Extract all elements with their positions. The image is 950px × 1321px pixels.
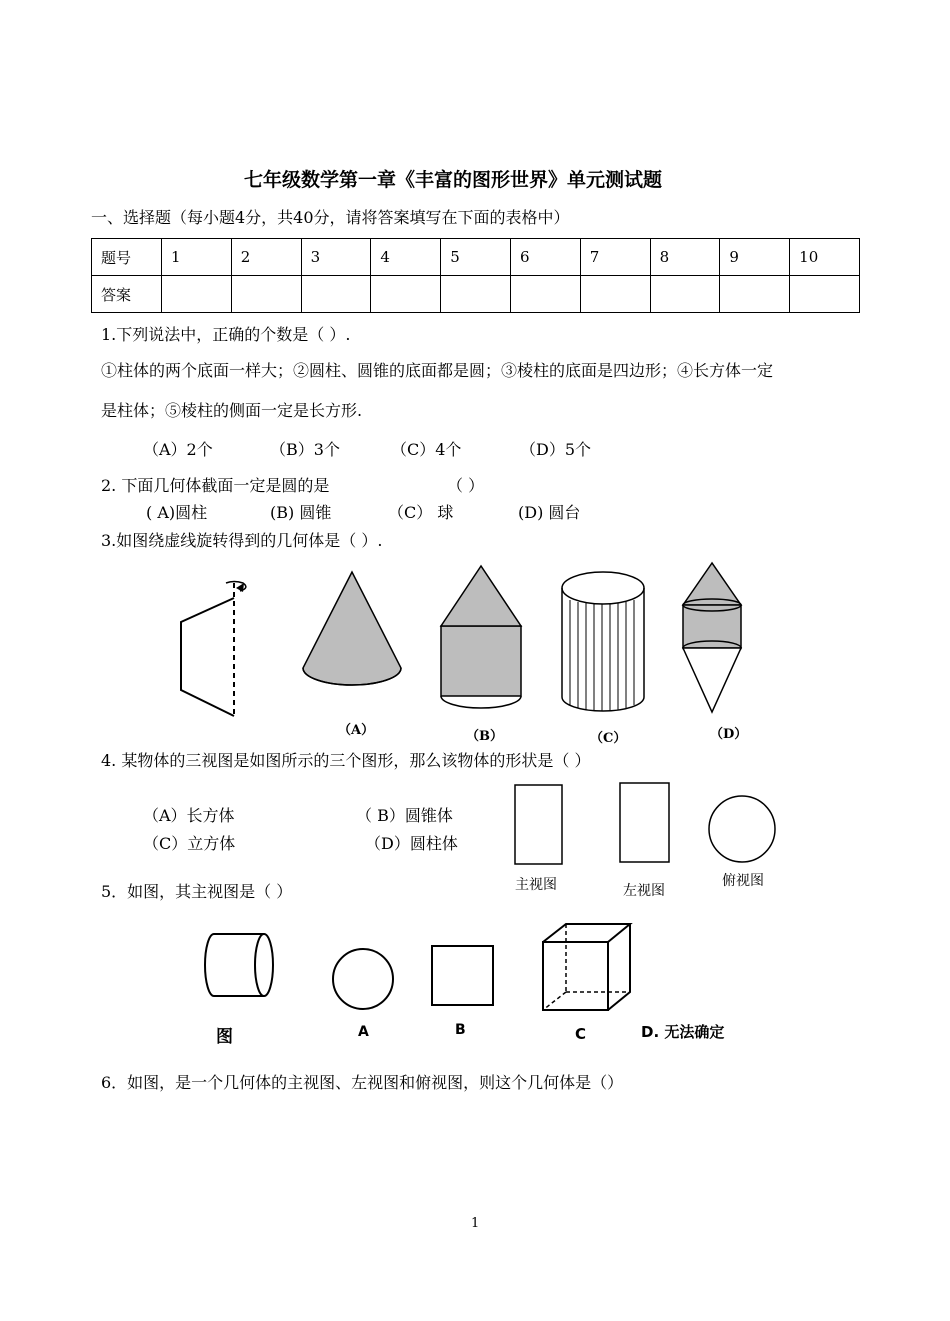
q5-label-a: A	[358, 1024, 369, 1040]
q5-option-c-cube	[543, 924, 630, 1010]
q3-caption-a: （A）	[338, 723, 375, 738]
q3-stem: 3.如图绕虚线旋转得到的几何体是（ ）.	[101, 531, 383, 550]
q4-front-view-rectangle	[515, 785, 562, 864]
q4-top-view-circle	[709, 796, 775, 862]
q1-option-d: （D）5个	[520, 440, 592, 459]
q3-option-b-cone-cylinder	[441, 566, 521, 708]
q4-front-view-label: 主视图	[515, 877, 557, 893]
q5-figure-label: 图	[216, 1027, 233, 1047]
question-number-cell: 10	[790, 239, 860, 276]
q2-option-b: (B) 圆锥	[270, 503, 332, 522]
question-number-cell: 5	[441, 239, 511, 276]
q1-option-a: （A）2个	[143, 440, 213, 459]
q2-option-c: （C） 球	[388, 503, 454, 522]
q3-caption-b: （B）	[466, 729, 503, 744]
q5-option-b-square	[432, 946, 493, 1005]
q3-option-d-double-cone	[683, 563, 741, 712]
q2-stem: 2. 下面几何体截面一定是圆的是	[101, 476, 330, 495]
table-header-cell: 题号	[92, 239, 162, 276]
q4-top-view-label: 俯视图	[722, 873, 764, 889]
q2-answer-paren: （ ）	[447, 476, 485, 495]
q5-horizontal-cylinder	[205, 934, 273, 996]
q2-option-a: ( A)圆柱	[146, 503, 208, 522]
q5-label-c: C	[575, 1025, 587, 1043]
q2-option-d: (D) 圆台	[518, 503, 581, 522]
page-title: 七年级数学第一章《丰富的图形世界》单元测试题	[244, 169, 663, 191]
page-number: 1	[471, 1216, 480, 1231]
q5-stem: 5．如图，其主视图是（ ）	[101, 882, 293, 901]
section-heading: 一、选择题（每小题4分，共40分，请将答案填写在下面的表格中）	[91, 208, 570, 227]
q4-option-c: （C）立方体	[143, 834, 236, 853]
q1-option-c: （C）4个	[391, 440, 462, 459]
q5-option-a-circle	[333, 949, 393, 1009]
q1-option-b: （B）3个	[270, 440, 340, 459]
q1-statements-line2: 是柱体；⑤棱柱的侧面一定是长方形.	[101, 401, 363, 420]
question-number-cell: 9	[720, 239, 790, 276]
q3-option-a-cone	[303, 572, 401, 685]
question-number-cell: 3	[301, 239, 371, 276]
q5-label-d: D. 无法确定	[641, 1023, 725, 1041]
q6-stem: 6．如图，是一个几何体的主视图、左视图和俯视图，则这个几何体是（）	[101, 1073, 624, 1092]
question-number-cell: 1	[162, 239, 232, 276]
q4-option-a: （A）长方体	[143, 806, 235, 825]
q3-trapezoid-figure	[181, 582, 246, 719]
q1-stem: 1.下列说法中，正确的个数是（ ）.	[101, 325, 351, 344]
q3-caption-c: （C）	[590, 731, 627, 746]
q5-label-b: B	[455, 1022, 466, 1038]
q4-option-d: （D）圆柱体	[365, 834, 458, 853]
question-number-cell: 8	[650, 239, 720, 276]
question-number-cell: 7	[580, 239, 650, 276]
q4-option-b: （ B）圆锥体	[356, 806, 453, 825]
q4-side-view-rectangle	[620, 783, 669, 862]
q3-caption-d: （D）	[710, 727, 748, 742]
q4-stem: 4. 某物体的三视图是如图所示的三个图形，那么该物体的形状是（ ）	[101, 751, 591, 770]
question-number-cell: 4	[371, 239, 441, 276]
table-header-cell: 答案	[92, 276, 162, 313]
q4-side-view-label: 左视图	[623, 883, 665, 899]
q3-option-c-cylinder	[562, 572, 644, 711]
question-number-cell: 2	[231, 239, 301, 276]
question-number-cell: 6	[510, 239, 580, 276]
q1-statements-line1: ①柱体的两个底面一样大；②圆柱、圆锥的底面都是圆；③棱柱的底面是四边形；④长方体一定	[101, 361, 774, 380]
